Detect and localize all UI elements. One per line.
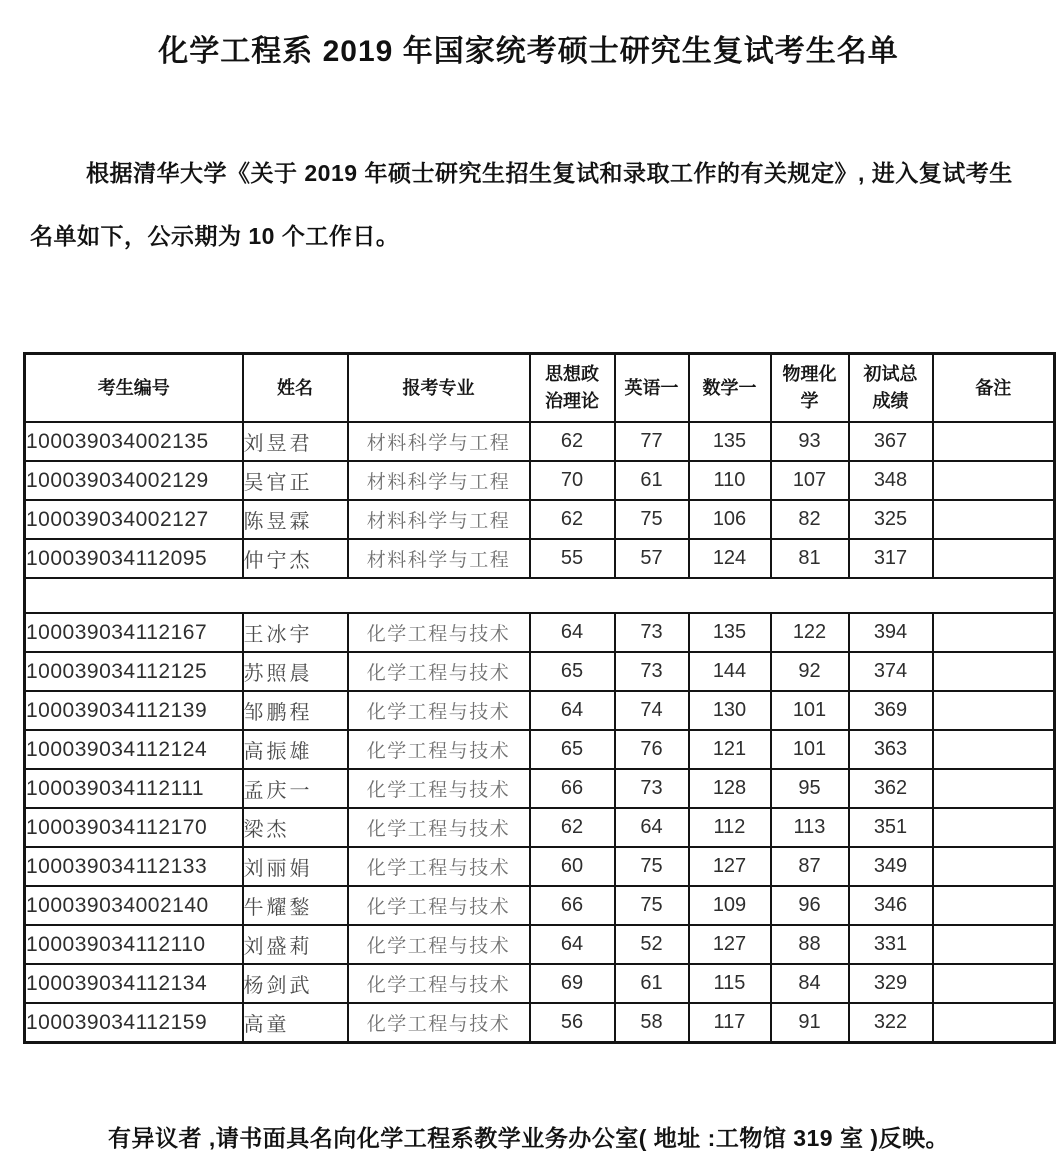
major-cell: 化学工程与技术 [348,925,530,964]
candidate-id-cell: 100039034112110 [25,925,243,964]
physchem-score-cell: 96 [771,886,849,925]
physchem-score-cell: 93 [771,422,849,461]
remark-cell [933,613,1055,652]
document-page [0,26,1057,1161]
physchem-score-cell: 87 [771,847,849,886]
politics-score-cell: 64 [530,613,615,652]
remark-cell [933,886,1055,925]
politics-score-cell: 64 [530,691,615,730]
english-score-cell: 52 [615,925,689,964]
name-cell: 吴官正 [243,461,348,500]
intro-paragraph: 根据清华大学《关于 2019 年硕士研究生招生复试和录取工作的有关规定》, 进入复试考生名单如下，公示期为 10 个工作日。 [30,160,1013,249]
math-score-cell: 135 [689,613,771,652]
candidate-id-cell: 100039034112133 [25,847,243,886]
major-cell: 材料科学与工程 [348,500,530,539]
name-cell: 刘昱君 [243,422,348,461]
col-header-politics: 思想政 治理论 [530,354,615,423]
name-cell: 牛耀鍫 [243,886,348,925]
col-header-remark: 备注 [933,354,1055,423]
col-header-english: 英语一 [615,354,689,423]
major-cell: 化学工程与技术 [348,652,530,691]
major-cell: 化学工程与技术 [348,964,530,1003]
math-score-cell: 115 [689,964,771,1003]
major-cell: 化学工程与技术 [348,847,530,886]
remark-cell [933,461,1055,500]
table-body [25,422,1055,1043]
total-score-cell: 351 [849,808,933,847]
english-score-cell: 58 [615,1003,689,1043]
physchem-score-cell: 101 [771,691,849,730]
total-score-cell: 348 [849,461,933,500]
candidate-id-cell: 100039034112170 [25,808,243,847]
candidate-id-cell: 100039034002129 [25,461,243,500]
remark-cell [933,964,1055,1003]
table-row [25,730,1055,769]
physchem-score-cell: 113 [771,808,849,847]
physchem-score-cell: 107 [771,461,849,500]
politics-score-cell: 64 [530,925,615,964]
candidate-id-cell: 100039034112095 [25,539,243,578]
physchem-score-cell: 81 [771,539,849,578]
total-score-cell: 362 [849,769,933,808]
total-score-cell: 394 [849,613,933,652]
col-header-physchem: 物理化 学 [771,354,849,423]
major-cell: 化学工程与技术 [348,769,530,808]
english-score-cell: 75 [615,886,689,925]
table-row [25,964,1055,1003]
remark-cell [933,691,1055,730]
english-score-cell: 77 [615,422,689,461]
physchem-score-cell: 84 [771,964,849,1003]
col-header-major: 报考专业 [348,354,530,423]
english-score-cell: 73 [615,769,689,808]
physchem-score-cell: 82 [771,500,849,539]
total-score-cell: 331 [849,925,933,964]
separator-cell [25,578,1055,613]
physchem-score-cell: 95 [771,769,849,808]
total-score-cell: 325 [849,500,933,539]
remark-cell [933,652,1055,691]
major-cell: 材料科学与工程 [348,461,530,500]
table-row [25,652,1055,691]
english-score-cell: 75 [615,847,689,886]
major-cell: 化学工程与技术 [348,1003,530,1043]
major-cell: 化学工程与技术 [348,613,530,652]
major-cell: 化学工程与技术 [348,886,530,925]
math-score-cell: 112 [689,808,771,847]
politics-score-cell: 69 [530,964,615,1003]
major-cell: 化学工程与技术 [348,730,530,769]
english-score-cell: 61 [615,461,689,500]
math-score-cell: 110 [689,461,771,500]
major-cell: 材料科学与工程 [348,422,530,461]
table-row [25,925,1055,964]
politics-score-cell: 62 [530,500,615,539]
table-row [25,461,1055,500]
header-row [25,354,1055,423]
total-score-cell: 322 [849,1003,933,1043]
math-score-cell: 109 [689,886,771,925]
politics-score-cell: 66 [530,769,615,808]
table-row [25,1003,1055,1043]
physchem-score-cell: 91 [771,1003,849,1043]
remark-cell [933,808,1055,847]
table-row [25,847,1055,886]
table-row [25,422,1055,461]
math-score-cell: 124 [689,539,771,578]
english-score-cell: 74 [615,691,689,730]
major-cell: 材料科学与工程 [348,539,530,578]
name-cell: 陈昱霖 [243,500,348,539]
name-cell: 仲宁杰 [243,539,348,578]
math-score-cell: 106 [689,500,771,539]
physchem-score-cell: 101 [771,730,849,769]
physchem-score-cell: 88 [771,925,849,964]
table-row [25,500,1055,539]
name-cell: 苏照晨 [243,652,348,691]
remark-cell [933,925,1055,964]
col-header-name: 姓名 [243,354,348,423]
candidate-id-cell: 100039034112134 [25,964,243,1003]
name-cell: 高童 [243,1003,348,1043]
politics-score-cell: 65 [530,652,615,691]
table-row [25,886,1055,925]
politics-score-cell: 70 [530,461,615,500]
remark-cell [933,730,1055,769]
name-cell: 孟庆一 [243,769,348,808]
major-cell: 化学工程与技术 [348,808,530,847]
name-cell: 邹鹏程 [243,691,348,730]
total-score-cell: 329 [849,964,933,1003]
english-score-cell: 61 [615,964,689,1003]
math-score-cell: 127 [689,925,771,964]
candidate-id-cell: 100039034002140 [25,886,243,925]
math-score-cell: 127 [689,847,771,886]
table-row [25,769,1055,808]
politics-score-cell: 62 [530,808,615,847]
candidate-id-cell: 100039034112159 [25,1003,243,1043]
total-score-cell: 369 [849,691,933,730]
candidate-id-cell: 100039034112111 [25,769,243,808]
table-header [25,354,1055,423]
table-row [25,691,1055,730]
remark-cell [933,422,1055,461]
name-cell: 梁杰 [243,808,348,847]
candidate-id-cell: 100039034002135 [25,422,243,461]
total-score-cell: 363 [849,730,933,769]
candidates-table [23,352,1056,1044]
candidate-id-cell: 100039034112125 [25,652,243,691]
remark-cell [933,769,1055,808]
table-row [25,808,1055,847]
english-score-cell: 57 [615,539,689,578]
name-cell: 刘盛莉 [243,925,348,964]
page-title: 化学工程系 2019 年国家统考硕士研究生复试考生名单 [158,35,899,68]
math-score-cell: 130 [689,691,771,730]
footer-note: 有异议者 ,请书面具名向化学工程系教学业务办公室( 地址 :工物馆 319 室 )反映。 [107,1125,950,1151]
candidate-id-cell: 100039034002127 [25,500,243,539]
separator-row [25,578,1055,613]
math-score-cell: 128 [689,769,771,808]
name-cell: 杨剑武 [243,964,348,1003]
math-score-cell: 135 [689,422,771,461]
total-score-cell: 346 [849,886,933,925]
col-header-candidate-id: 考生编号 [25,354,243,423]
politics-score-cell: 56 [530,1003,615,1043]
english-score-cell: 76 [615,730,689,769]
math-score-cell: 117 [689,1003,771,1043]
total-score-cell: 317 [849,539,933,578]
politics-score-cell: 55 [530,539,615,578]
name-cell: 高振雄 [243,730,348,769]
english-score-cell: 75 [615,500,689,539]
politics-score-cell: 66 [530,886,615,925]
math-score-cell: 144 [689,652,771,691]
name-cell: 刘丽娟 [243,847,348,886]
remark-cell [933,500,1055,539]
physchem-score-cell: 122 [771,613,849,652]
table-row [25,613,1055,652]
total-score-cell: 349 [849,847,933,886]
col-header-math: 数学一 [689,354,771,423]
english-score-cell: 64 [615,808,689,847]
remark-cell [933,539,1055,578]
candidate-id-cell: 100039034112124 [25,730,243,769]
name-cell: 王冰宇 [243,613,348,652]
politics-score-cell: 62 [530,422,615,461]
total-score-cell: 367 [849,422,933,461]
candidate-id-cell: 100039034112139 [25,691,243,730]
english-score-cell: 73 [615,613,689,652]
math-score-cell: 121 [689,730,771,769]
remark-cell [933,1003,1055,1043]
total-score-cell: 374 [849,652,933,691]
col-header-total: 初试总 成绩 [849,354,933,423]
physchem-score-cell: 92 [771,652,849,691]
politics-score-cell: 60 [530,847,615,886]
politics-score-cell: 65 [530,730,615,769]
remark-cell [933,847,1055,886]
major-cell: 化学工程与技术 [348,691,530,730]
candidate-id-cell: 100039034112167 [25,613,243,652]
table-row [25,539,1055,578]
english-score-cell: 73 [615,652,689,691]
